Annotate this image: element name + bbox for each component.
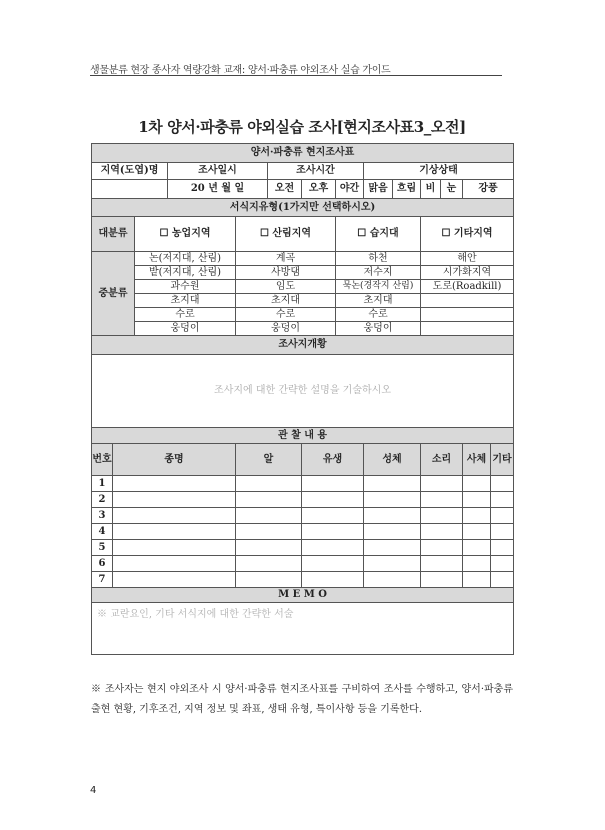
obs-cell[interactable] [421, 540, 463, 556]
mid-cell[interactable]: 계곡 [236, 252, 336, 266]
region-field[interactable] [92, 180, 168, 199]
table-row [92, 572, 514, 588]
obs-cell[interactable] [463, 540, 491, 556]
obs-cell[interactable] [302, 492, 364, 508]
obs-cell[interactable] [302, 476, 364, 492]
obs-cell[interactable] [491, 476, 514, 492]
mid-cell[interactable]: 웅덩이 [336, 322, 421, 336]
obs-cell[interactable] [421, 572, 463, 588]
weather-rain[interactable]: 비 [421, 180, 441, 199]
instruction-note: ※ 조사자는 현지 야외조사 시 양서·파충류 현지조사표를 구비하여 조사를 수행하고, 양서·파충류 출현 현황, 기후조건, 지역 정보 및 좌표, 생태 유형, 특이사항 등을 기록한다. [91, 684, 513, 715]
obs-cell[interactable] [113, 492, 236, 508]
obs-cell[interactable] [302, 508, 364, 524]
major-label: 대분류 [92, 217, 135, 252]
obs-cell[interactable] [491, 556, 514, 572]
mid-cell[interactable]: 과수원 [135, 280, 236, 294]
obs-cell[interactable] [421, 524, 463, 540]
obs-cell[interactable] [113, 508, 236, 524]
obs-cell[interactable] [113, 476, 236, 492]
time-night[interactable]: 야간 [336, 180, 364, 199]
memo-field[interactable]: ※ 교란요인, 기타 서식지에 대한 간략한 서술 [92, 603, 514, 655]
mid-cell[interactable]: 시가화지역 [421, 266, 514, 280]
major-option-other[interactable]: ☐ 기타지역 [421, 217, 514, 252]
obs-cell[interactable] [364, 524, 421, 540]
mid-cell[interactable]: 초지대 [236, 294, 336, 308]
obs-cell[interactable] [491, 492, 514, 508]
weather-snow[interactable]: 눈 [441, 180, 463, 199]
time-pm[interactable]: 오후 [302, 180, 336, 199]
obs-cell[interactable] [463, 524, 491, 540]
mid-cell[interactable]: 초지대 [135, 294, 236, 308]
obs-cell[interactable] [364, 556, 421, 572]
obs-cell[interactable] [236, 572, 302, 588]
mid-cell[interactable]: 수로 [236, 308, 336, 322]
table-row [92, 492, 514, 508]
obs-cell[interactable] [302, 572, 364, 588]
mid-cell[interactable] [421, 322, 514, 336]
table-title: 양서·파충류 현지조사표 [92, 144, 514, 163]
obs-cell[interactable] [463, 556, 491, 572]
time-am[interactable]: 오전 [268, 180, 302, 199]
weather-wind[interactable]: 강풍 [463, 180, 514, 199]
weather-label: 기상상태 [364, 163, 514, 180]
header-divider [90, 75, 502, 76]
obs-header-larva: 유생 [302, 444, 364, 476]
obs-cell[interactable] [491, 572, 514, 588]
mid-cell[interactable]: 도로(Roadkill) [421, 280, 514, 294]
mid-cell[interactable]: 웅덩이 [135, 322, 236, 336]
obs-cell[interactable] [463, 572, 491, 588]
table-row [92, 508, 514, 524]
obs-cell[interactable] [364, 492, 421, 508]
obs-cell[interactable] [302, 524, 364, 540]
obs-cell[interactable] [302, 540, 364, 556]
obs-cell[interactable] [463, 508, 491, 524]
mid-cell[interactable]: 논(저지대, 산림) [135, 252, 236, 266]
obs-header-carcass: 사체 [463, 444, 491, 476]
row-number: 4 [92, 524, 113, 540]
obs-header-other: 기타 [491, 444, 514, 476]
obs-cell[interactable] [491, 540, 514, 556]
obs-cell[interactable] [113, 556, 236, 572]
mid-cell[interactable]: 수로 [135, 308, 236, 322]
mid-cell[interactable] [421, 308, 514, 322]
mid-cell[interactable]: 해안 [421, 252, 514, 266]
time-label: 조사시간 [268, 163, 364, 180]
table-row [92, 556, 514, 572]
obs-cell[interactable] [364, 572, 421, 588]
table-row [92, 540, 514, 556]
site-title: 조사지개황 [92, 336, 514, 355]
survey-form-table [91, 143, 514, 655]
major-option-wetland[interactable]: ☐ 습지대 [336, 217, 421, 252]
obs-cell[interactable] [421, 556, 463, 572]
obs-cell[interactable] [236, 556, 302, 572]
obs-cell[interactable] [364, 508, 421, 524]
major-option-forest[interactable]: ☐ 산림지역 [236, 217, 336, 252]
mid-cell[interactable]: 밭(저지대, 산림) [135, 266, 236, 280]
region-label: 지역(도엽)명 [92, 163, 168, 180]
habitat-title: 서식지유형(1가지만 선택하시오) [92, 199, 514, 217]
weather-clear[interactable]: 맑음 [364, 180, 393, 199]
table-row [92, 476, 514, 492]
memo-title: M E M O [92, 588, 514, 603]
obs-header-number: 번호 [92, 444, 113, 476]
obs-cell[interactable] [113, 524, 236, 540]
mid-cell[interactable]: 묵논(경작지 산림) [336, 280, 421, 294]
mid-cell[interactable]: 웅덩이 [236, 322, 336, 336]
obs-cell[interactable] [236, 540, 302, 556]
obs-cell[interactable] [364, 540, 421, 556]
obs-cell[interactable] [113, 540, 236, 556]
running-header: 생물분류 현장 종사자 역량강화 교재: 양서·파충류 야외조사 실습 가이드 [90, 65, 391, 76]
page-number: 4 [90, 785, 97, 796]
obs-cell[interactable] [302, 556, 364, 572]
obs-cell[interactable] [236, 476, 302, 492]
row-number: 3 [92, 508, 113, 524]
row-number: 6 [92, 556, 113, 572]
obs-cell[interactable] [491, 524, 514, 540]
major-option-agri[interactable]: ☐ 농업지역 [135, 217, 236, 252]
mid-cell[interactable]: 하천 [336, 252, 421, 266]
observation-title: 관 찰 내 용 [92, 428, 514, 444]
row-number: 7 [92, 572, 113, 588]
mid-cell[interactable]: 임도 [236, 280, 336, 294]
row-number: 2 [92, 492, 113, 508]
date-field[interactable]: 20 년 월 일 [168, 180, 268, 199]
date-label: 조사일시 [168, 163, 268, 180]
row-number: 5 [92, 540, 113, 556]
weather-cloudy[interactable]: 흐림 [393, 180, 421, 199]
obs-cell[interactable] [113, 572, 236, 588]
obs-cell[interactable] [236, 508, 302, 524]
obs-header-adult: 성체 [364, 444, 421, 476]
mid-cell[interactable]: 초지대 [336, 294, 421, 308]
obs-cell[interactable] [236, 524, 302, 540]
obs-header-call: 소리 [421, 444, 463, 476]
row-number: 1 [92, 476, 113, 492]
mid-label: 중분류 [92, 252, 135, 336]
obs-cell[interactable] [421, 508, 463, 524]
mid-cell[interactable]: 저수지 [336, 266, 421, 280]
obs-cell[interactable] [491, 508, 514, 524]
obs-header-species: 종명 [113, 444, 236, 476]
mid-cell[interactable]: 사방댐 [236, 266, 336, 280]
mid-cell[interactable]: 수로 [336, 308, 421, 322]
obs-cell[interactable] [364, 476, 421, 492]
obs-cell[interactable] [463, 492, 491, 508]
obs-cell[interactable] [421, 476, 463, 492]
obs-cell[interactable] [236, 492, 302, 508]
mid-cell[interactable] [421, 294, 514, 308]
obs-header-egg: 알 [236, 444, 302, 476]
page-title: 1차 양서·파충류 야외실습 조사[현지조사표3_오전] [138, 118, 466, 136]
obs-cell[interactable] [421, 492, 463, 508]
obs-cell[interactable] [463, 476, 491, 492]
site-description-field[interactable]: 조사지에 대한 간략한 설명을 기술하시오 [92, 355, 514, 428]
table-row [92, 524, 514, 540]
